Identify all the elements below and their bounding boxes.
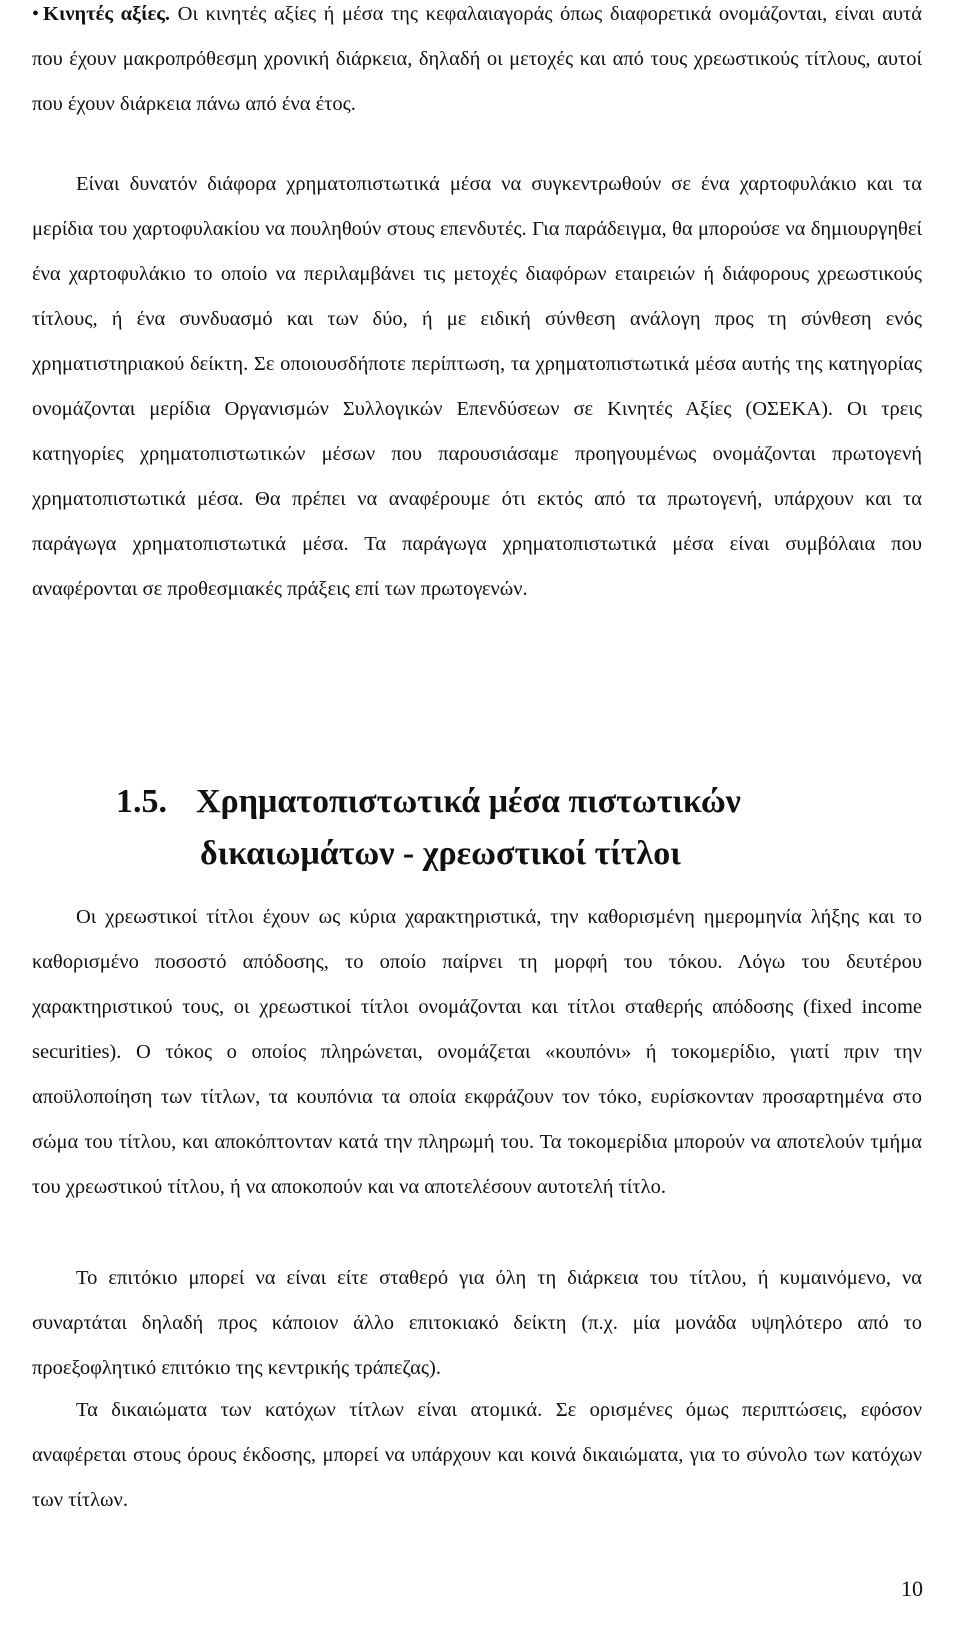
section-title-line2: δικαιωμάτων - χρεωστικοί τίτλοι [200,835,681,872]
page-number: 10 [901,1576,923,1601]
bullet-text: Οι κινητές αξίες ή μέσα της κεφαλαιαγοράς όπως διαφορετικά ονομάζονται, είναι αυτά που έχουν μακροπρόθεσμη χρονική διάρκεια, δηλαδή οι μετοχές και από τους χρεωστικούς τίτλους, αυτοί που έχουν διάρκεια πάνω από ένα έτος. [32,3,922,115]
bullet-title: Κινητές αξίες. [43,3,171,25]
bullet-paragraph-movable-securities [32,0,922,127]
paragraph-debt-securities: Οι χρεωστικοί τίτλοι έχουν ως κύρια χαρακτηριστικά, την καθορισμένη ημερομηνία λήξης και το καθορισμένο ποσοστό απόδοσης, το οποίο παίρνει τη μορφή του τόκου. Λόγω του δευτέρου χαρακτηριστικού τους, οι χρεωστικοί τίτλοι ονομάζονται και τίτλοι σταθερής απόδοσης (fixed income securities). Ο τόκος ο οποίος πληρώνεται, ονομάζεται «κουπόνι» ή τοκομερίδιο, γιατί πριν την αποϋλοποίηση των τίτλων, τα κουπόνια τα οποία εκφράζουν τον τόκο, ευρίσκονταν προσαρτημένα στο σώμα του τίτλου, και αποκόπτονταν κατά την πληρωμή του. Τα τοκομερίδια μπορούν να αποτελούν τμήμα του χρεωστικού τίτλου, ή να αποκοπούν και να αποτελέσουν αυτοτελή τίτλο. [32,906,922,1198]
section-number: 1.5. [116,783,167,820]
paragraph-portfolio-units: Είναι δυνατόν διάφορα χρηματοπιστωτικά μέσα να συγκεντρωθούν σε ένα χαρτοφυλάκιο και τα μερίδια του χαρτοφυλακίου να πουληθούν στους επενδυτές. Για παράδειγμα, θα μπορούσε να δημιουργηθεί ένα χαρτοφυλάκιο το οποίο να περιλαμβάνει τις μετοχές διαφόρων εταιρειών ή διάφορους χρεωστικούς τίτλους, ή ένα συνδυασμό και των δύο, ή με ειδική σύνθεση ανάλογη προς τη σύνθεση ενός χρηματιστηριακού δείκτη. Σε οποιουσδήποτε περίπτωση, τα χρηματοπιστωτικά μέσα αυτής της κατηγορίας ονομάζονται μερίδια Οργανισμών Συλλογικών Επενδύσεων σε Κινητές Αξίες (ΟΣΕΚΑ). Οι τρεις κατηγορίες χρηματοπιστωτικών μέσων που παρουσιάσαμε προηγουμένως ονομάζονται πρωτογενή χρηματοπιστωτικά μέσα. Θα πρέπει να αναφέρουμε ότι εκτός από τα πρωτογενή, υπάρχουν και τα παράγωγα χρηματοπιστωτικά μέσα. Τα παράγωγα χρηματοπιστωτικά μέσα είναι συμβόλαια που αναφέρονται σε προθεσμιακές πράξεις επί των πρωτογενών. [32,173,922,600]
bullet-icon: • [32,3,40,25]
section-heading [116,776,836,880]
paragraph-interest-rate: Το επιτόκιο μπορεί να είναι είτε σταθερό για όλη τη διάρκεια του τίτλου, ή κυμαινόμενο, να συναρτάται δηλαδή προς κάποιον άλλο επιτοκιακό δείκτη (π.χ. μία μονάδα υψηλότερο από το προεξοφλητικό επιτόκιο της κεντρικής τράπεζας). [32,1267,922,1379]
section-title-line1: Χρηματοπιστωτικά μέσα πιστωτικών [196,783,741,820]
paragraph-holder-rights: Τα δικαιώματα των κατόχων τίτλων είναι ατομικά. Σε ορισμένες όμως περιπτώσεις, εφόσον αναφέρεται στους όρους έκδοσης, μπορεί να υπάρχουν και κοινά δικαιώματα, για το σύνολο των κατόχων των τίτλων. [32,1399,922,1511]
